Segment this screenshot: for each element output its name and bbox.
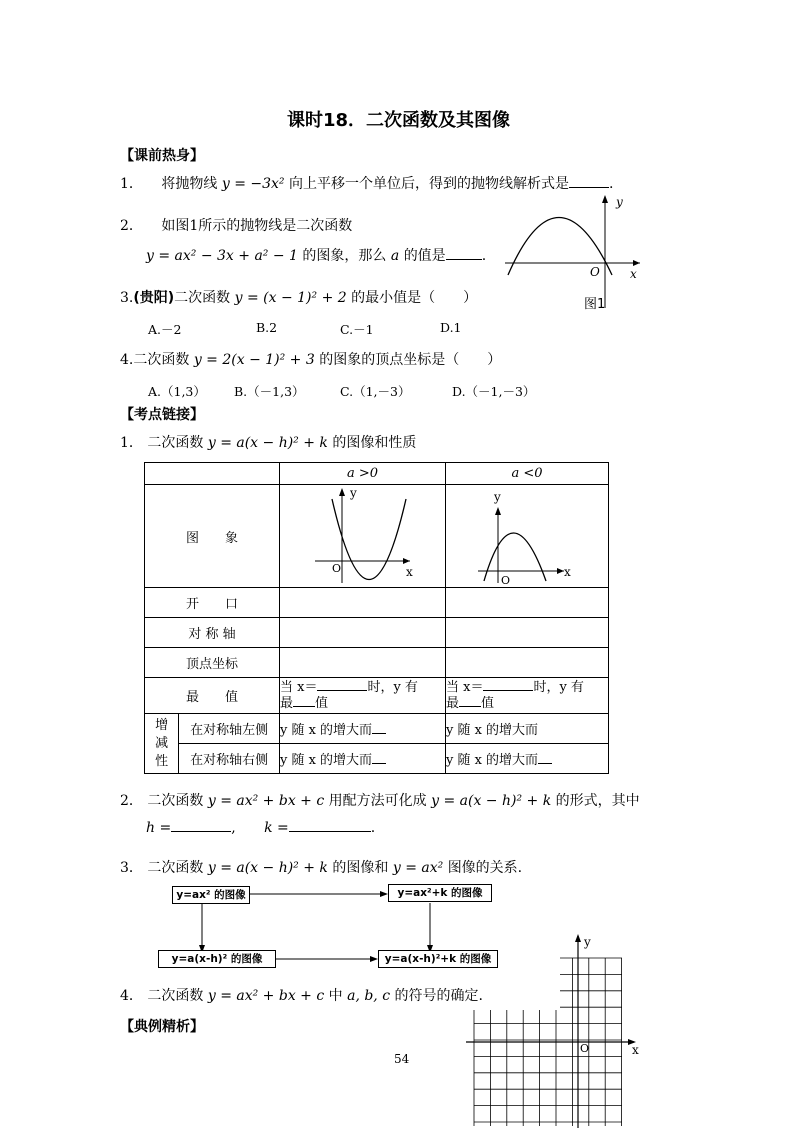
gneg-x-arrow-icon	[557, 568, 564, 574]
q3-text-pre: 二次函数	[174, 290, 231, 306]
right-pos-blank[interactable]	[372, 763, 386, 764]
links2-number: 2．	[120, 793, 143, 809]
fig1-origin-label: O	[590, 265, 600, 279]
row-label-graph: 图 象	[145, 485, 280, 588]
flow-arrow-bottom-head-icon	[370, 956, 378, 962]
left-pos-blank[interactable]	[372, 733, 386, 734]
cell-left-negative	[445, 714, 608, 744]
cell-open-positive[interactable]	[279, 588, 445, 618]
links2-formula-vertex: y = a(x − h)² + k	[431, 793, 552, 809]
q2-text-line1: 如图1所示的抛物线是二次函数	[161, 218, 353, 234]
left-pos-text: y 随 x 的增大而	[279, 723, 373, 738]
gneg-y-label: y	[493, 490, 501, 504]
links2-text-mid: 用配方法可化成	[328, 793, 427, 809]
q3-text-post: 的最小值是（ ）	[351, 290, 478, 306]
grid-x-label: x	[632, 1043, 639, 1057]
q2-text-mid: 的图象，那么	[302, 248, 387, 264]
q4-text-post: 的图象的顶点坐标是（ ）	[319, 352, 502, 368]
table-row-axis	[145, 618, 609, 648]
question-3	[120, 287, 477, 307]
cell-vertex-positive[interactable]	[279, 648, 445, 678]
flow-box-full-shift: y=a(x-h)²+k 的图像	[378, 950, 498, 968]
row-label-left: 在对称轴左侧	[179, 714, 280, 744]
properties-table	[144, 462, 609, 774]
graph-upward-parabola	[280, 485, 445, 587]
links4-number: 4．	[120, 988, 143, 1004]
table-row-open	[145, 588, 609, 618]
links3-text-pre: 二次函数	[147, 860, 204, 876]
q3-option-a[interactable]: A.－2	[148, 322, 182, 337]
coordinate-grid	[462, 930, 662, 1132]
ext-pos-x-blank[interactable]	[317, 690, 367, 691]
table-row-graph	[145, 485, 609, 588]
links2-h-blank[interactable]	[171, 831, 231, 832]
cell-graph-positive	[279, 485, 445, 588]
q2-text-post: 的值是	[403, 248, 446, 264]
right-neg-text: y 随 x 的增大而	[445, 753, 539, 768]
header-a-negative: a <0	[445, 463, 608, 485]
q4-text-pre: 二次函数	[133, 352, 190, 368]
fig1-caption: 图1	[584, 297, 606, 312]
q4-option-d[interactable]: D.（－1,－3）	[452, 384, 536, 399]
page-title: 课时18．二次函数及其图像	[287, 110, 511, 131]
q4-formula: y = 2(x − 1)² + 3	[193, 352, 315, 368]
q2-answer-blank[interactable]	[446, 259, 482, 260]
links3-formula-vertex: y = a(x − h)² + k	[207, 860, 328, 876]
table-row-extreme	[145, 678, 609, 714]
ext-neg-max-min-prefix: 最	[445, 695, 459, 711]
ext-neg-when-x: 当 x＝	[445, 679, 484, 695]
links2-text-post: 的形式，其中	[555, 793, 640, 809]
cell-extreme-positive	[279, 678, 445, 714]
links4-text-mid: 中	[328, 988, 343, 1004]
row-label-open: 开 口	[145, 588, 280, 618]
row-label-vertex: 顶点坐标	[145, 648, 280, 678]
links1-number: 1．	[120, 435, 143, 451]
q1-number: 1．	[120, 176, 143, 192]
gpos-y-label: y	[349, 486, 357, 500]
gpos-x-arrow-icon	[403, 558, 410, 564]
ext-pos-when-x: 当 x＝	[279, 679, 318, 695]
fig1-y-label: y	[616, 195, 623, 209]
gneg-y-arrow-icon	[495, 507, 501, 515]
fig1-y-arrow-icon	[602, 195, 608, 203]
q4-option-a[interactable]: A.（1,3）	[148, 384, 206, 399]
flow-box-basic: y=ax² 的图像	[172, 886, 250, 904]
left-neg-text: y 随 x 的增大而	[445, 723, 539, 738]
links1-text-post: 的图像和性质	[332, 435, 417, 451]
right-pos-text: y 随 x 的增大而	[279, 753, 373, 768]
header-a-positive: a >0	[279, 463, 445, 485]
row-label-right: 在对称轴右侧	[179, 744, 280, 774]
ext-neg-value-suffix: 值	[481, 695, 495, 711]
links1-formula: y = a(x − h)² + k	[207, 435, 328, 451]
cell-axis-negative[interactable]	[445, 618, 608, 648]
q4-number: 4.	[120, 352, 134, 368]
table-row-right	[145, 744, 609, 774]
links-item-2	[120, 790, 640, 810]
section-warmup-heading: 【课前热身】	[120, 148, 204, 164]
cell-right-positive	[279, 744, 445, 774]
cell-graph-negative	[445, 485, 608, 588]
fig1-x-arrow-icon	[633, 260, 640, 266]
gneg-parabola-curve	[484, 533, 546, 581]
q3-formula: y = (x − 1)² + 2	[234, 290, 347, 306]
row-label-extreme: 最 值	[145, 678, 280, 714]
graph-downward-parabola	[446, 485, 608, 587]
q3-option-b[interactable]: B.2	[256, 320, 278, 335]
cell-vertex-negative[interactable]	[445, 648, 608, 678]
question-4	[120, 349, 501, 369]
gpos-y-arrow-icon	[339, 488, 345, 496]
fig1-x-label: x	[630, 267, 637, 281]
links2-k-blank[interactable]	[289, 831, 371, 832]
q2-end: .	[481, 248, 487, 264]
flow-arrow-top-head-icon	[380, 891, 388, 897]
row-label-monotone	[145, 714, 179, 774]
row-label-monotone-text: 增减性	[155, 717, 169, 769]
grid-origin-label: O	[580, 1042, 590, 1055]
table-corner-cell	[145, 463, 280, 485]
links-item-3	[120, 857, 522, 877]
ext-neg-y-has: 时，y 有	[533, 679, 584, 695]
flow-box-vertical-shift: y=ax²+k 的图像	[388, 884, 492, 902]
links2-formula-general: y = ax² + bx + c	[207, 793, 325, 809]
table-header-row	[145, 463, 609, 485]
table-row-left	[145, 714, 609, 744]
right-neg-blank[interactable]	[538, 763, 552, 764]
q3-option-c[interactable]: C.－1	[340, 322, 374, 337]
flow-box-horizontal-shift: y=a(x-h)² 的图像	[158, 950, 276, 968]
links2-end: .	[370, 820, 376, 836]
gpos-origin-label: O	[331, 562, 342, 575]
links4-text-pre: 二次函数	[147, 988, 204, 1004]
q3-number: 3.	[120, 290, 134, 306]
cell-right-negative	[445, 744, 608, 774]
links3-text-post: 图像的关系.	[447, 860, 523, 876]
page-number: 54	[394, 1052, 410, 1066]
q1-text-post: 向上平移一个单位后，得到的抛物线解析式是	[288, 176, 569, 192]
cell-left-positive	[279, 714, 445, 744]
gpos-x-label: x	[405, 565, 413, 579]
q2-variable: a	[390, 248, 400, 264]
section-links-heading: 【考点链接】	[120, 407, 204, 423]
ext-pos-y-has: 时，y 有	[367, 679, 418, 695]
grid-y-label: y	[584, 935, 591, 949]
links3-formula-basic: y = ax²	[392, 860, 444, 876]
links4-text-post: 的符号的确定.	[394, 988, 483, 1004]
links4-variables: a, b, c	[347, 988, 391, 1004]
q1-formula: y = −3x²	[221, 176, 285, 192]
gneg-x-label: x	[563, 565, 571, 579]
links-item-2-blanks	[146, 820, 375, 836]
q1-answer-blank[interactable]	[569, 187, 609, 188]
grid-y-arrow-icon	[575, 934, 581, 942]
cell-open-negative[interactable]	[445, 588, 608, 618]
ext-neg-type-blank[interactable]	[459, 706, 481, 707]
q2-number: 2．	[120, 218, 143, 234]
q1-text-pre: 将抛物线	[161, 176, 218, 192]
row-label-axis: 对 称 轴	[145, 618, 280, 648]
links4-formula: y = ax² + bx + c	[207, 988, 325, 1004]
q4-option-b[interactable]: B.（－1,3）	[234, 384, 305, 399]
ext-pos-max-min-prefix: 最	[279, 695, 293, 711]
gneg-origin-label: O	[500, 574, 511, 587]
links1-text-pre: 二次函数	[147, 435, 204, 451]
links2-separator: ,	[231, 820, 236, 836]
q4-option-c[interactable]: C.（1,－3）	[340, 384, 411, 399]
links-item-4	[120, 985, 483, 1005]
links2-h-label: h =	[146, 820, 172, 836]
question-2-line1	[120, 215, 352, 235]
q1-end: .	[608, 176, 614, 192]
gpos-parabola-curve	[332, 499, 406, 580]
ext-pos-value-suffix: 值	[315, 695, 329, 711]
ext-pos-type-blank[interactable]	[293, 706, 315, 707]
question-2-line2	[146, 245, 486, 265]
section-examples-heading: 【典例精析】	[120, 1019, 204, 1035]
q3-source: (贵阳)	[133, 290, 175, 306]
links2-text-pre: 二次函数	[147, 793, 204, 809]
table-row-vertex	[145, 648, 609, 678]
cell-axis-positive[interactable]	[279, 618, 445, 648]
q2-formula: y = ax² − 3x + a² − 1	[146, 248, 298, 264]
cell-extreme-negative	[445, 678, 608, 714]
ext-neg-x-blank[interactable]	[483, 690, 533, 691]
links-item-1	[120, 432, 416, 452]
links3-number: 3．	[120, 860, 143, 876]
q3-option-d[interactable]: D.1	[440, 320, 462, 335]
links3-text-mid: 的图像和	[332, 860, 389, 876]
figure-1-downward-parabola	[500, 190, 650, 320]
links2-k-label: k =	[264, 820, 289, 836]
